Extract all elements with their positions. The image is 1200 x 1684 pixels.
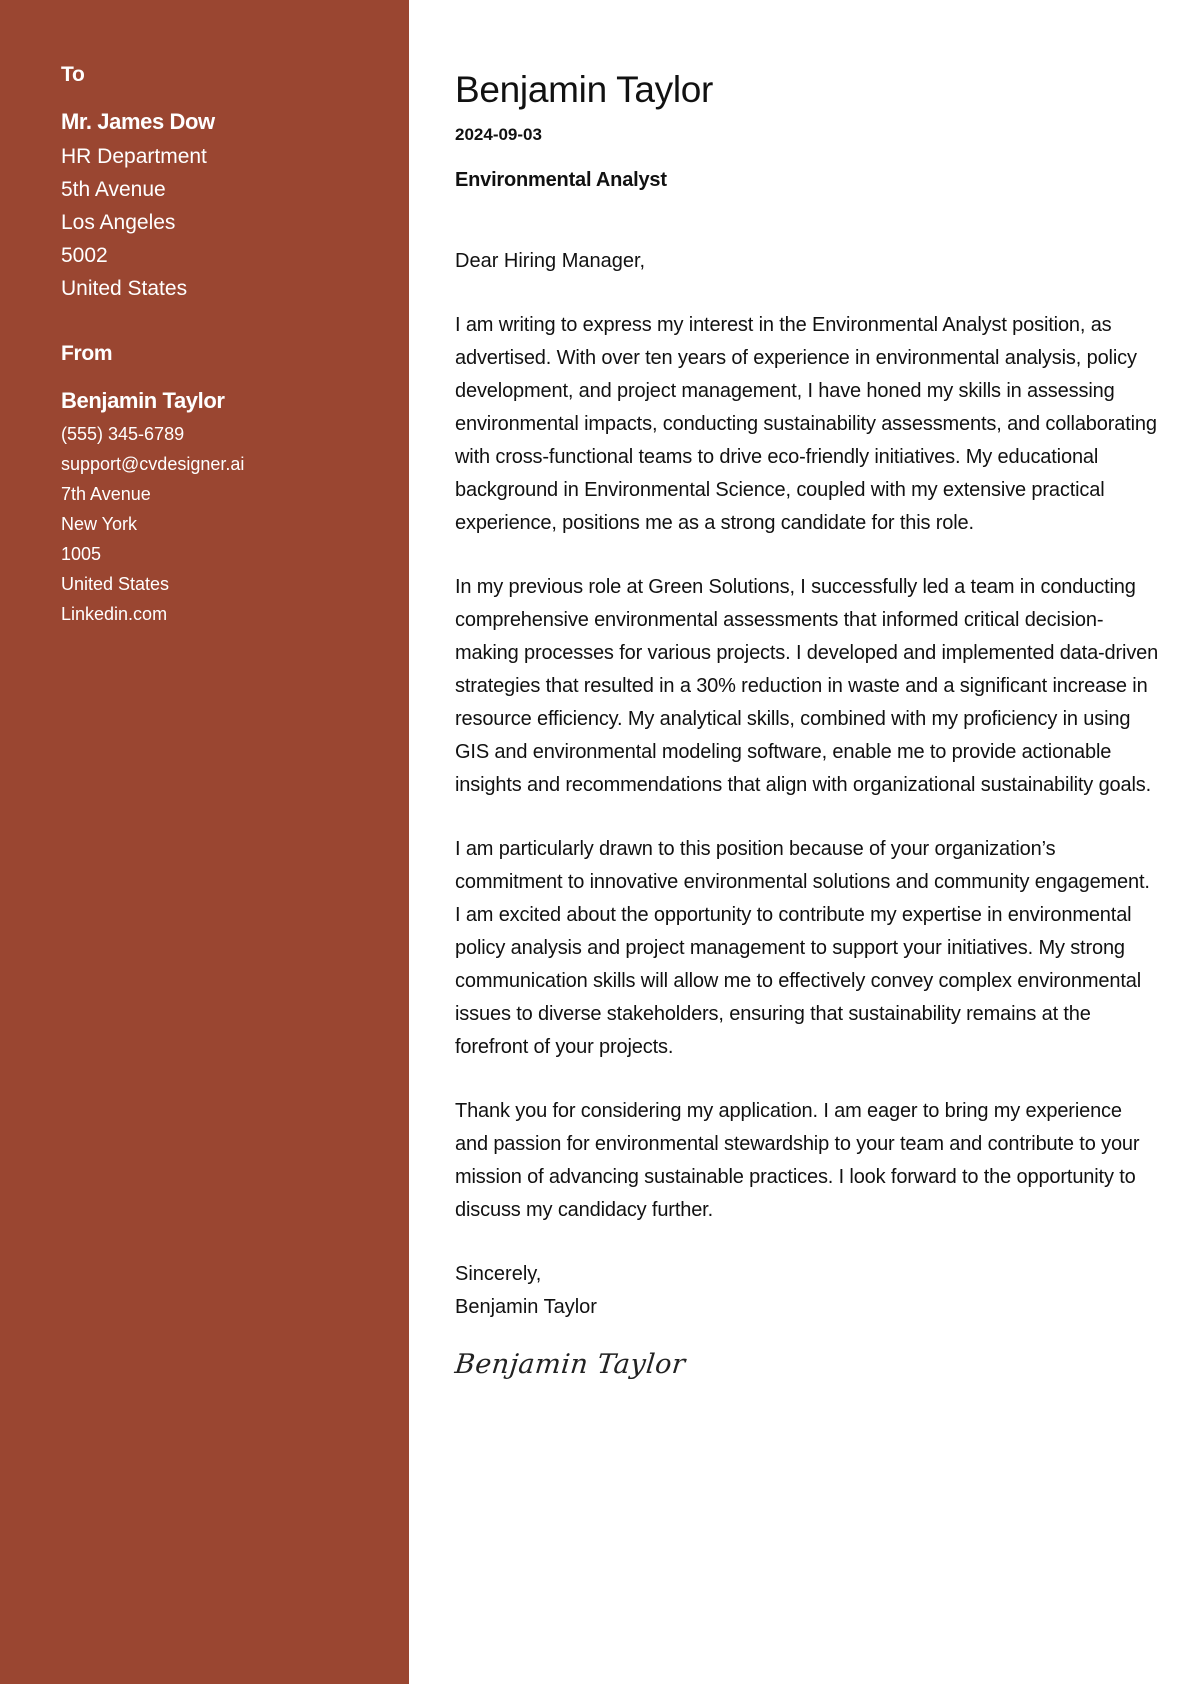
recipient-department: HR Department [61, 145, 207, 168]
sender-country: United States [61, 574, 170, 594]
sidebar [0, 0, 409, 1684]
signature: Benjamin Taylor [453, 1349, 688, 1380]
sender-block [61, 341, 409, 629]
closing-name: Benjamin Taylor [455, 1296, 597, 1318]
from-heading: From [61, 342, 113, 365]
to-heading: To [61, 63, 85, 86]
recipient-country: United States [61, 277, 188, 300]
paragraph-4: Thank you for considering my application. I am eager to bring my experience and passion for environmental stewardship to your team and contribute to your mission of advancing sustainable practices. I look forward to the opportunity to discuss my candidacy further. [455, 1100, 1140, 1221]
recipient-block [61, 62, 409, 305]
applicant-name: Benjamin Taylor [455, 69, 714, 110]
sender-city: New York [61, 514, 138, 534]
paragraph-2: In my previous role at Green Solutions, I successfully led a team in conducting comprehensive environmental assessments that informed critical decision-making processes for various projects. I developed and implemented data-driven strategies that resulted in a 30% reduction in waste and a significant increase in resource efficiency. My analytical skills, combined with my proficiency in using GIS and environmental modeling software, enable me to provide actionable insights and recommendations that align with organizational sustainability goals. [455, 576, 1159, 796]
sender-phone: (555) 345-6789 [61, 424, 185, 444]
sender-linkedin: Linkedin.com [61, 604, 168, 624]
sender-postal-code: 1005 [61, 544, 102, 564]
closing-block [455, 1258, 1160, 1324]
sender-street: 7th Avenue [61, 484, 151, 504]
job-title: Environmental Analyst [455, 169, 667, 191]
recipient-name: Mr. James Dow [61, 109, 215, 134]
recipient-street: 5th Avenue [61, 178, 166, 201]
recipient-postal-code: 5002 [61, 244, 108, 267]
sender-name: Benjamin Taylor [61, 388, 225, 413]
letter-body [409, 0, 1200, 1684]
sender-email: support@cvdesigner.ai [61, 454, 245, 474]
salutation: Dear Hiring Manager, [455, 250, 646, 272]
closing-phrase: Sincerely, [455, 1263, 542, 1285]
recipient-city: Los Angeles [61, 211, 176, 234]
paragraph-1: I am writing to express my interest in the Environmental Analyst position, as advertised. With over ten years of experience in environmental analysis, policy development, and project management, I have honed my skills in assessing environmental impacts, conducting sustainability assessments, and collaborating with cross-functional teams to drive eco-friendly initiatives. My educational background in Environmental Science, coupled with my extensive practical experience, positions me as a strong candidate for this role. [455, 314, 1157, 534]
letter-date: 2024-09-03 [455, 125, 542, 144]
paragraph-3: I am particularly drawn to this position because of your organization’s commitment to innovative environmental solutions and community engagement. I am excited about the opportunity to contribute my expertise in environmental policy analysis and project management to support your initiatives. My strong communication skills will allow me to effectively convey complex environmental issues to diverse stakeholders, ensuring that sustainability remains at the forefront of your projects. [455, 838, 1150, 1058]
